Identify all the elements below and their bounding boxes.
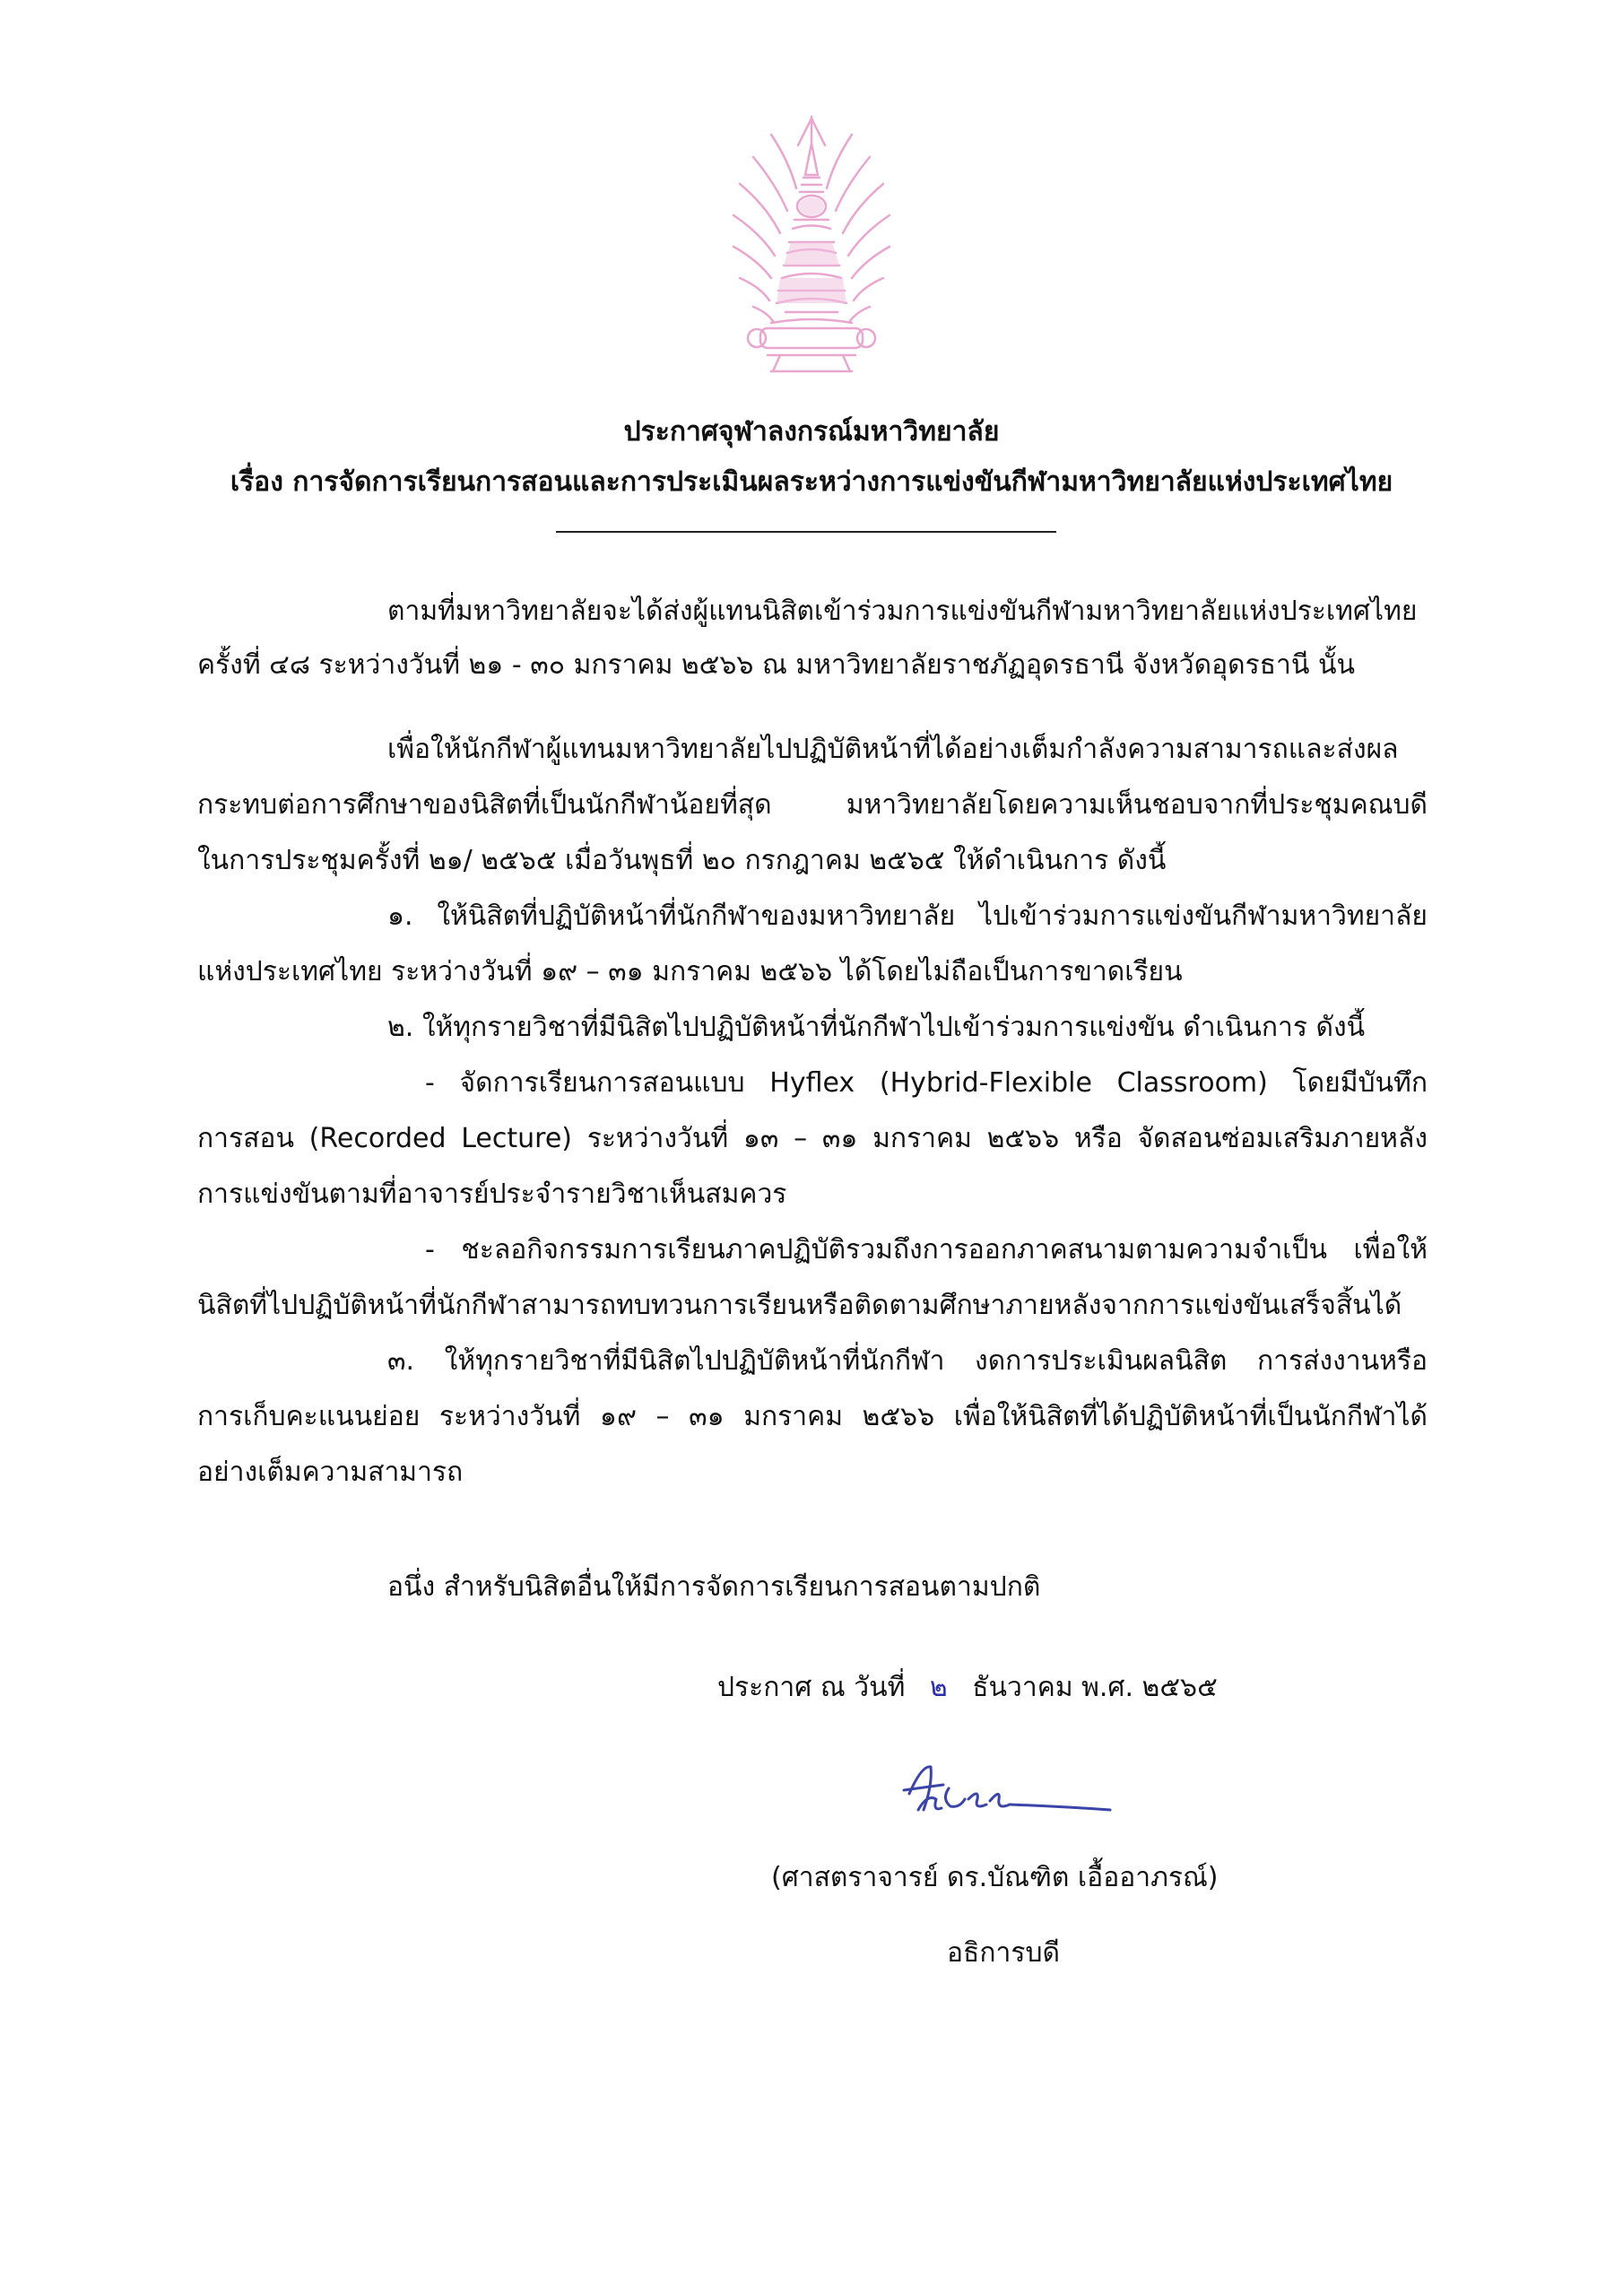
signer-name: (ศาสตราจารย์ ดร.บัณฑิต เอื้ออาภรณ์) [771, 1862, 1219, 1893]
announcement-date [717, 1668, 1218, 1708]
item-3-line-3: อย่างเต็มความสามารถ [197, 1457, 464, 1488]
item-2-sub-2-line-2: นิสิตที่ไปปฏิบัติหน้าที่นักกีฬาสามารถทบทวนการเรียนหรือติดตามศึกษาภายหลังจากการแข่งขันเสร็จสิ้นได้ [197, 1290, 1402, 1321]
item-3-line-2: การเก็บคะแนนย่อย ระหว่างวันที่ ๑๙ – ๓๑ มกราคม ๒๕๖๖ เพื่อให้นิสิตที่ได้ปฏิบัติหน้าที่เป็นนักกีฬาได้ [197, 1401, 1428, 1432]
paragraph-1-line-2: ครั้งที่ ๔๘ ระหว่างวันที่ ๒๑ - ๓๐ มกราคม ๒๕๖๖ ณ มหาวิทยาลัยราชภัฏอุดรธานี จังหวัดอุดรธานี นั้น [197, 649, 1355, 681]
paragraph-3: อนึ่ง สำหรับนิสิตอื่นให้มีการจัดการเรียนการสอนตามปกติ [387, 1571, 1041, 1603]
item-2-sub-1-line-2: การสอน (Recorded Lecture) ระหว่างวันที่ ๑๓ – ๓๑ มกราคม ๒๕๖๖ หรือ จัดสอนซ่อมเสริมภายหลัง [197, 1123, 1428, 1154]
chulalongkorn-emblem-icon [717, 108, 906, 377]
paragraph-2-line-1: เพื่อให้นักกีฬาผู้แทนมหาวิทยาลัยไปปฏิบัติหน้าที่ได้อย่างเต็มกำลังความสามารถและส่งผล [387, 734, 1399, 765]
signer-position: อธิการบดี [947, 1937, 1060, 1969]
paragraph-1-line-1: ตามที่มหาวิทยาลัยจะได้ส่งผู้แทนนิสิตเข้าร่วมการแข่งขันกีฬามหาวิทยาลัยแห่งประเทศไทย [387, 596, 1418, 627]
date-prefix: ประกาศ ณ วันที่ [717, 1672, 906, 1703]
announcement-title: ประกาศจุฬาลงกรณ์มหาวิทยาลัย [623, 416, 1000, 448]
title-divider [556, 531, 1056, 533]
paragraph-2-line-2: กระทบต่อการศึกษาของนิสิตที่เป็นนักกีฬาน้อยที่สุด มหาวิทยาลัยโดยความเห็นชอบจากที่ประชุมคณบดี [197, 789, 1428, 821]
signature-icon [897, 1758, 1130, 1830]
item-1-line-2: แห่งประเทศไทย ระหว่างวันที่ ๑๙ – ๓๑ มกราคม ๒๕๖๖ ได้โดยไม่ถือเป็นการขาดเรียน [197, 956, 1183, 987]
item-2-sub-1-line-1: - จัดการเรียนการสอนแบบ Hyflex (Hybrid-Flexible Classroom) โดยมีบันทึก [425, 1067, 1428, 1099]
date-month-year: ธันวาคม พ.ศ. ๒๕๖๕ [972, 1672, 1218, 1703]
date-day: ๒ [929, 1672, 948, 1703]
item-1-line-1: ๑. ให้นิสิตที่ปฏิบัติหน้าที่นักกีฬาของมหาวิทยาลัย ไปเข้าร่วมการแข่งขันกีฬามหาวิทยาลัย [387, 900, 1428, 932]
item-2-sub-1-line-3: การแข่งขันตามที่อาจารย์ประจำรายวิชาเห็นสมควร [197, 1178, 787, 1210]
announcement-subject: เรื่อง การจัดการเรียนการสอนและการประเมินผลระหว่างการแข่งขันกีฬามหาวิทยาลัยแห่งประเทศไทย [230, 466, 1393, 498]
item-3-line-1: ๓. ให้ทุกรายวิชาที่มีนิสิตไปปฏิบัติหน้าที่นักกีฬา งดการประเมินผลนิสิต การส่งงานหรือ [387, 1345, 1428, 1377]
item-2-sub-2-line-1: - ชะลอกิจกรรมการเรียนภาคปฏิบัติรวมถึงการออกภาคสนามตามความจำเป็น เพื่อให้ [425, 1234, 1428, 1265]
paragraph-2-line-3: ในการประชุมครั้งที่ ๒๑/ ๒๕๖๕ เมื่อวันพุธที่ ๒๐ กรกฎาคม ๒๕๖๕ ให้ดำเนินการ ดังนี้ [197, 845, 1167, 876]
item-2-line: ๒. ให้ทุกรายวิชาที่มีนิสิตไปปฏิบัติหน้าที่นักกีฬาไปเข้าร่วมการแข่งขัน ดำเนินการ ดังนี้ [387, 1012, 1366, 1043]
